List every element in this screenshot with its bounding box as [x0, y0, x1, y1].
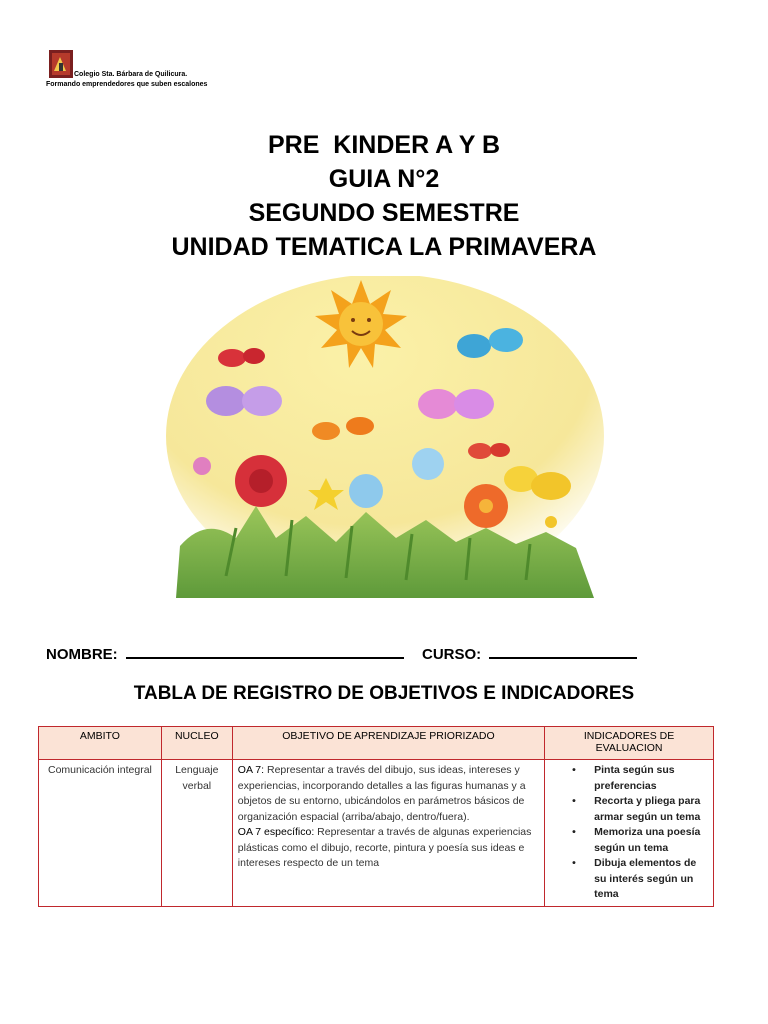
- flower-blue-2: [412, 448, 444, 480]
- document-titles: [0, 128, 768, 264]
- title-guide: GUIA N°2: [328, 165, 440, 193]
- oa7-label: OA 7:: [237, 764, 265, 776]
- header-indicadores: INDICADORES DE EVALUACION: [545, 727, 714, 760]
- name-label: NOMBRE:: [46, 646, 118, 663]
- indicator-item: • Recorta y pliega para armar según un tema: [550, 794, 708, 825]
- school-logo: [48, 49, 74, 79]
- objectives-table: [38, 726, 714, 907]
- table-title: TABLA DE REGISTRO DE OBJETIVOS E INDICADORES: [133, 683, 635, 704]
- school-motto: Formando emprendedores que suben escalones: [46, 81, 208, 88]
- school-header: [46, 47, 306, 92]
- table-row: [39, 760, 714, 907]
- cell-indicadores: [545, 760, 714, 907]
- oa7-text: Representar a través del dibujo, sus ideas, intereses y experiencias, incorporando detalles a las figuras humanas y a objetos de su entorno, ubicándolos en parámetros básicos de organización espacial (arriba/abajo, dentro/fuera).: [237, 764, 526, 823]
- indicator-item: • Pinta según sus preferencias: [550, 763, 708, 794]
- school-name: Colegio Sta. Bárbara de Quilicura.: [74, 71, 188, 78]
- course-field[interactable]: [489, 643, 637, 659]
- indicator-list: [550, 763, 708, 903]
- spring-illustration: [166, 276, 604, 598]
- oa7-specific-text: Representar a través de algunas experiencias plásticas como el dibujo, recorte, pintura y poesía sus ideas e intereses respecto de un tema: [237, 826, 532, 869]
- cell-objetivo: [232, 760, 544, 907]
- name-field[interactable]: [126, 643, 404, 659]
- indicator-item: • Memoriza una poesía según un tema: [550, 825, 708, 856]
- title-unit: UNIDAD TEMATICA LA PRIMAVERA: [171, 233, 597, 261]
- oa7-specific-label: OA 7 específico:: [237, 826, 315, 838]
- header-nucleo: NUCLEO: [161, 727, 232, 760]
- title-grade: PRE KINDER A Y B: [268, 131, 500, 159]
- cell-ambito: Comunicación integral: [39, 760, 162, 907]
- table-header-row: [39, 727, 714, 760]
- cell-nucleo: Lenguaje verbal: [161, 760, 232, 907]
- header-ambito: AMBITO: [39, 727, 162, 760]
- indicator-item: • Dibuja elementos de su interés según un tema: [550, 856, 708, 903]
- course-label: CURSO:: [422, 646, 482, 663]
- title-semester: SEGUNDO SEMESTRE: [248, 199, 520, 227]
- header-objetivo: OBJETIVO DE APRENDIZAJE PRIORIZADO: [232, 727, 544, 760]
- name-course-line: [46, 643, 651, 663]
- flower-blue: [349, 474, 383, 508]
